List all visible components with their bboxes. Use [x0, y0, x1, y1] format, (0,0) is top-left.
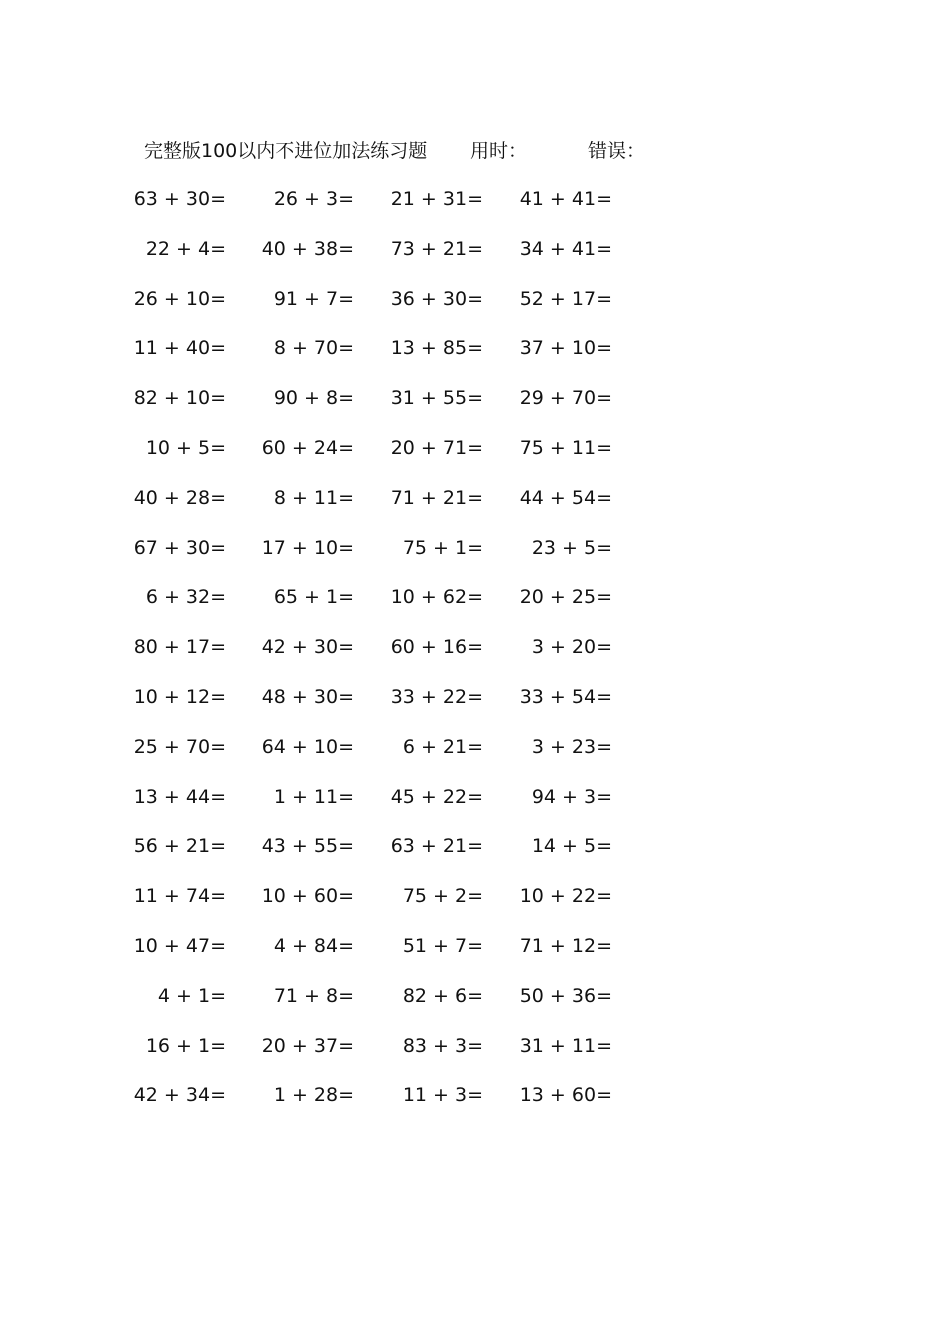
problem-item: 42 + 34=: [133, 1084, 226, 1107]
problem-item: 16 + 1=: [145, 1034, 226, 1057]
problem-item: 8 + 70=: [273, 337, 354, 360]
error-label: 错误：: [588, 140, 646, 162]
problem-item: 13 + 60=: [519, 1084, 612, 1107]
problem-item: 10 + 62=: [390, 586, 483, 609]
problem-item: 67 + 30=: [133, 536, 226, 559]
problem-item: 75 + 11=: [519, 436, 612, 459]
problem-row: [0, 782, 950, 832]
problem-item: 56 + 21=: [133, 835, 226, 858]
problem-item: 64 + 10=: [261, 735, 354, 758]
problem-item: 4 + 1=: [157, 984, 226, 1007]
problem-item: 31 + 11=: [519, 1034, 612, 1057]
problem-row: [0, 234, 950, 284]
problem-item: 41 + 41=: [519, 188, 612, 210]
problem-row: [0, 981, 950, 1031]
problem-row: [0, 184, 950, 234]
problem-row: [0, 1080, 950, 1130]
problem-row: [0, 284, 950, 334]
problem-row: [0, 682, 950, 732]
problem-row: [0, 931, 950, 981]
problem-item: 33 + 54=: [519, 685, 612, 708]
problem-item: 40 + 28=: [133, 486, 226, 509]
problem-item: 10 + 47=: [133, 934, 226, 957]
problem-item: 33 + 22=: [390, 685, 483, 708]
problem-item: 4 + 84=: [273, 934, 354, 957]
problem-item: 63 + 30=: [133, 188, 226, 210]
problem-item: 6 + 32=: [145, 586, 226, 609]
problem-item: 75 + 1=: [402, 536, 483, 559]
problem-item: 3 + 20=: [531, 636, 612, 659]
problem-item: 20 + 37=: [261, 1034, 354, 1057]
problem-item: 13 + 44=: [133, 785, 226, 808]
problem-item: 48 + 30=: [261, 685, 354, 708]
problem-item: 23 + 5=: [531, 536, 612, 559]
worksheet-header: [144, 136, 704, 166]
problem-item: 29 + 70=: [519, 387, 612, 410]
problem-row: [0, 732, 950, 782]
problem-item: 75 + 2=: [402, 885, 483, 908]
problem-item: 10 + 5=: [145, 436, 226, 459]
problem-grid: [0, 184, 950, 1130]
worksheet-title: 完整版100以内不进位加法练习题: [144, 140, 428, 162]
problem-item: 8 + 11=: [273, 486, 354, 509]
problem-item: 6 + 21=: [402, 735, 483, 758]
problem-item: 1 + 28=: [273, 1084, 354, 1107]
problem-item: 26 + 10=: [133, 287, 226, 310]
problem-item: 11 + 3=: [402, 1084, 483, 1107]
problem-item: 91 + 7=: [273, 287, 354, 310]
problem-item: 51 + 7=: [402, 934, 483, 957]
problem-item: 60 + 16=: [390, 636, 483, 659]
problem-item: 3 + 23=: [531, 735, 612, 758]
problem-item: 20 + 25=: [519, 586, 612, 609]
problem-item: 83 + 3=: [402, 1034, 483, 1057]
problem-item: 71 + 21=: [390, 486, 483, 509]
problem-item: 71 + 8=: [273, 984, 354, 1007]
problem-row: [0, 582, 950, 632]
problem-row: [0, 333, 950, 383]
problem-item: 43 + 55=: [261, 835, 354, 858]
problem-item: 50 + 36=: [519, 984, 612, 1007]
problem-item: 22 + 4=: [145, 237, 226, 260]
problem-row: [0, 383, 950, 433]
problem-item: 44 + 54=: [519, 486, 612, 509]
problem-item: 31 + 55=: [390, 387, 483, 410]
problem-item: 11 + 40=: [133, 337, 226, 360]
problem-item: 17 + 10=: [261, 536, 354, 559]
problem-item: 10 + 22=: [519, 885, 612, 908]
problem-item: 25 + 70=: [133, 735, 226, 758]
problem-item: 11 + 74=: [133, 885, 226, 908]
problem-item: 26 + 3=: [273, 188, 354, 210]
problem-row: [0, 533, 950, 583]
problem-row: [0, 881, 950, 931]
problem-item: 14 + 5=: [531, 835, 612, 858]
problem-item: 73 + 21=: [390, 237, 483, 260]
problem-item: 20 + 71=: [390, 436, 483, 459]
problem-item: 82 + 6=: [402, 984, 483, 1007]
problem-item: 13 + 85=: [390, 337, 483, 360]
problem-item: 63 + 21=: [390, 835, 483, 858]
problem-row: [0, 632, 950, 682]
problem-item: 37 + 10=: [519, 337, 612, 360]
problem-item: 71 + 12=: [519, 934, 612, 957]
problem-item: 21 + 31=: [390, 188, 483, 210]
problem-item: 65 + 1=: [273, 586, 354, 609]
problem-item: 10 + 60=: [261, 885, 354, 908]
time-label: 用时：: [470, 140, 528, 162]
problem-item: 52 + 17=: [519, 287, 612, 310]
problem-item: 45 + 22=: [390, 785, 483, 808]
problem-item: 90 + 8=: [273, 387, 354, 410]
problem-item: 10 + 12=: [133, 685, 226, 708]
problem-item: 42 + 30=: [261, 636, 354, 659]
problem-item: 82 + 10=: [133, 387, 226, 410]
problem-row: [0, 483, 950, 533]
problem-row: [0, 831, 950, 881]
problem-item: 94 + 3=: [531, 785, 612, 808]
problem-item: 36 + 30=: [390, 287, 483, 310]
problem-row: [0, 433, 950, 483]
problem-item: 60 + 24=: [261, 436, 354, 459]
problem-row: [0, 1031, 950, 1081]
problem-item: 80 + 17=: [133, 636, 226, 659]
problem-item: 1 + 11=: [273, 785, 354, 808]
problem-item: 34 + 41=: [519, 237, 612, 260]
problem-item: 40 + 38=: [261, 237, 354, 260]
